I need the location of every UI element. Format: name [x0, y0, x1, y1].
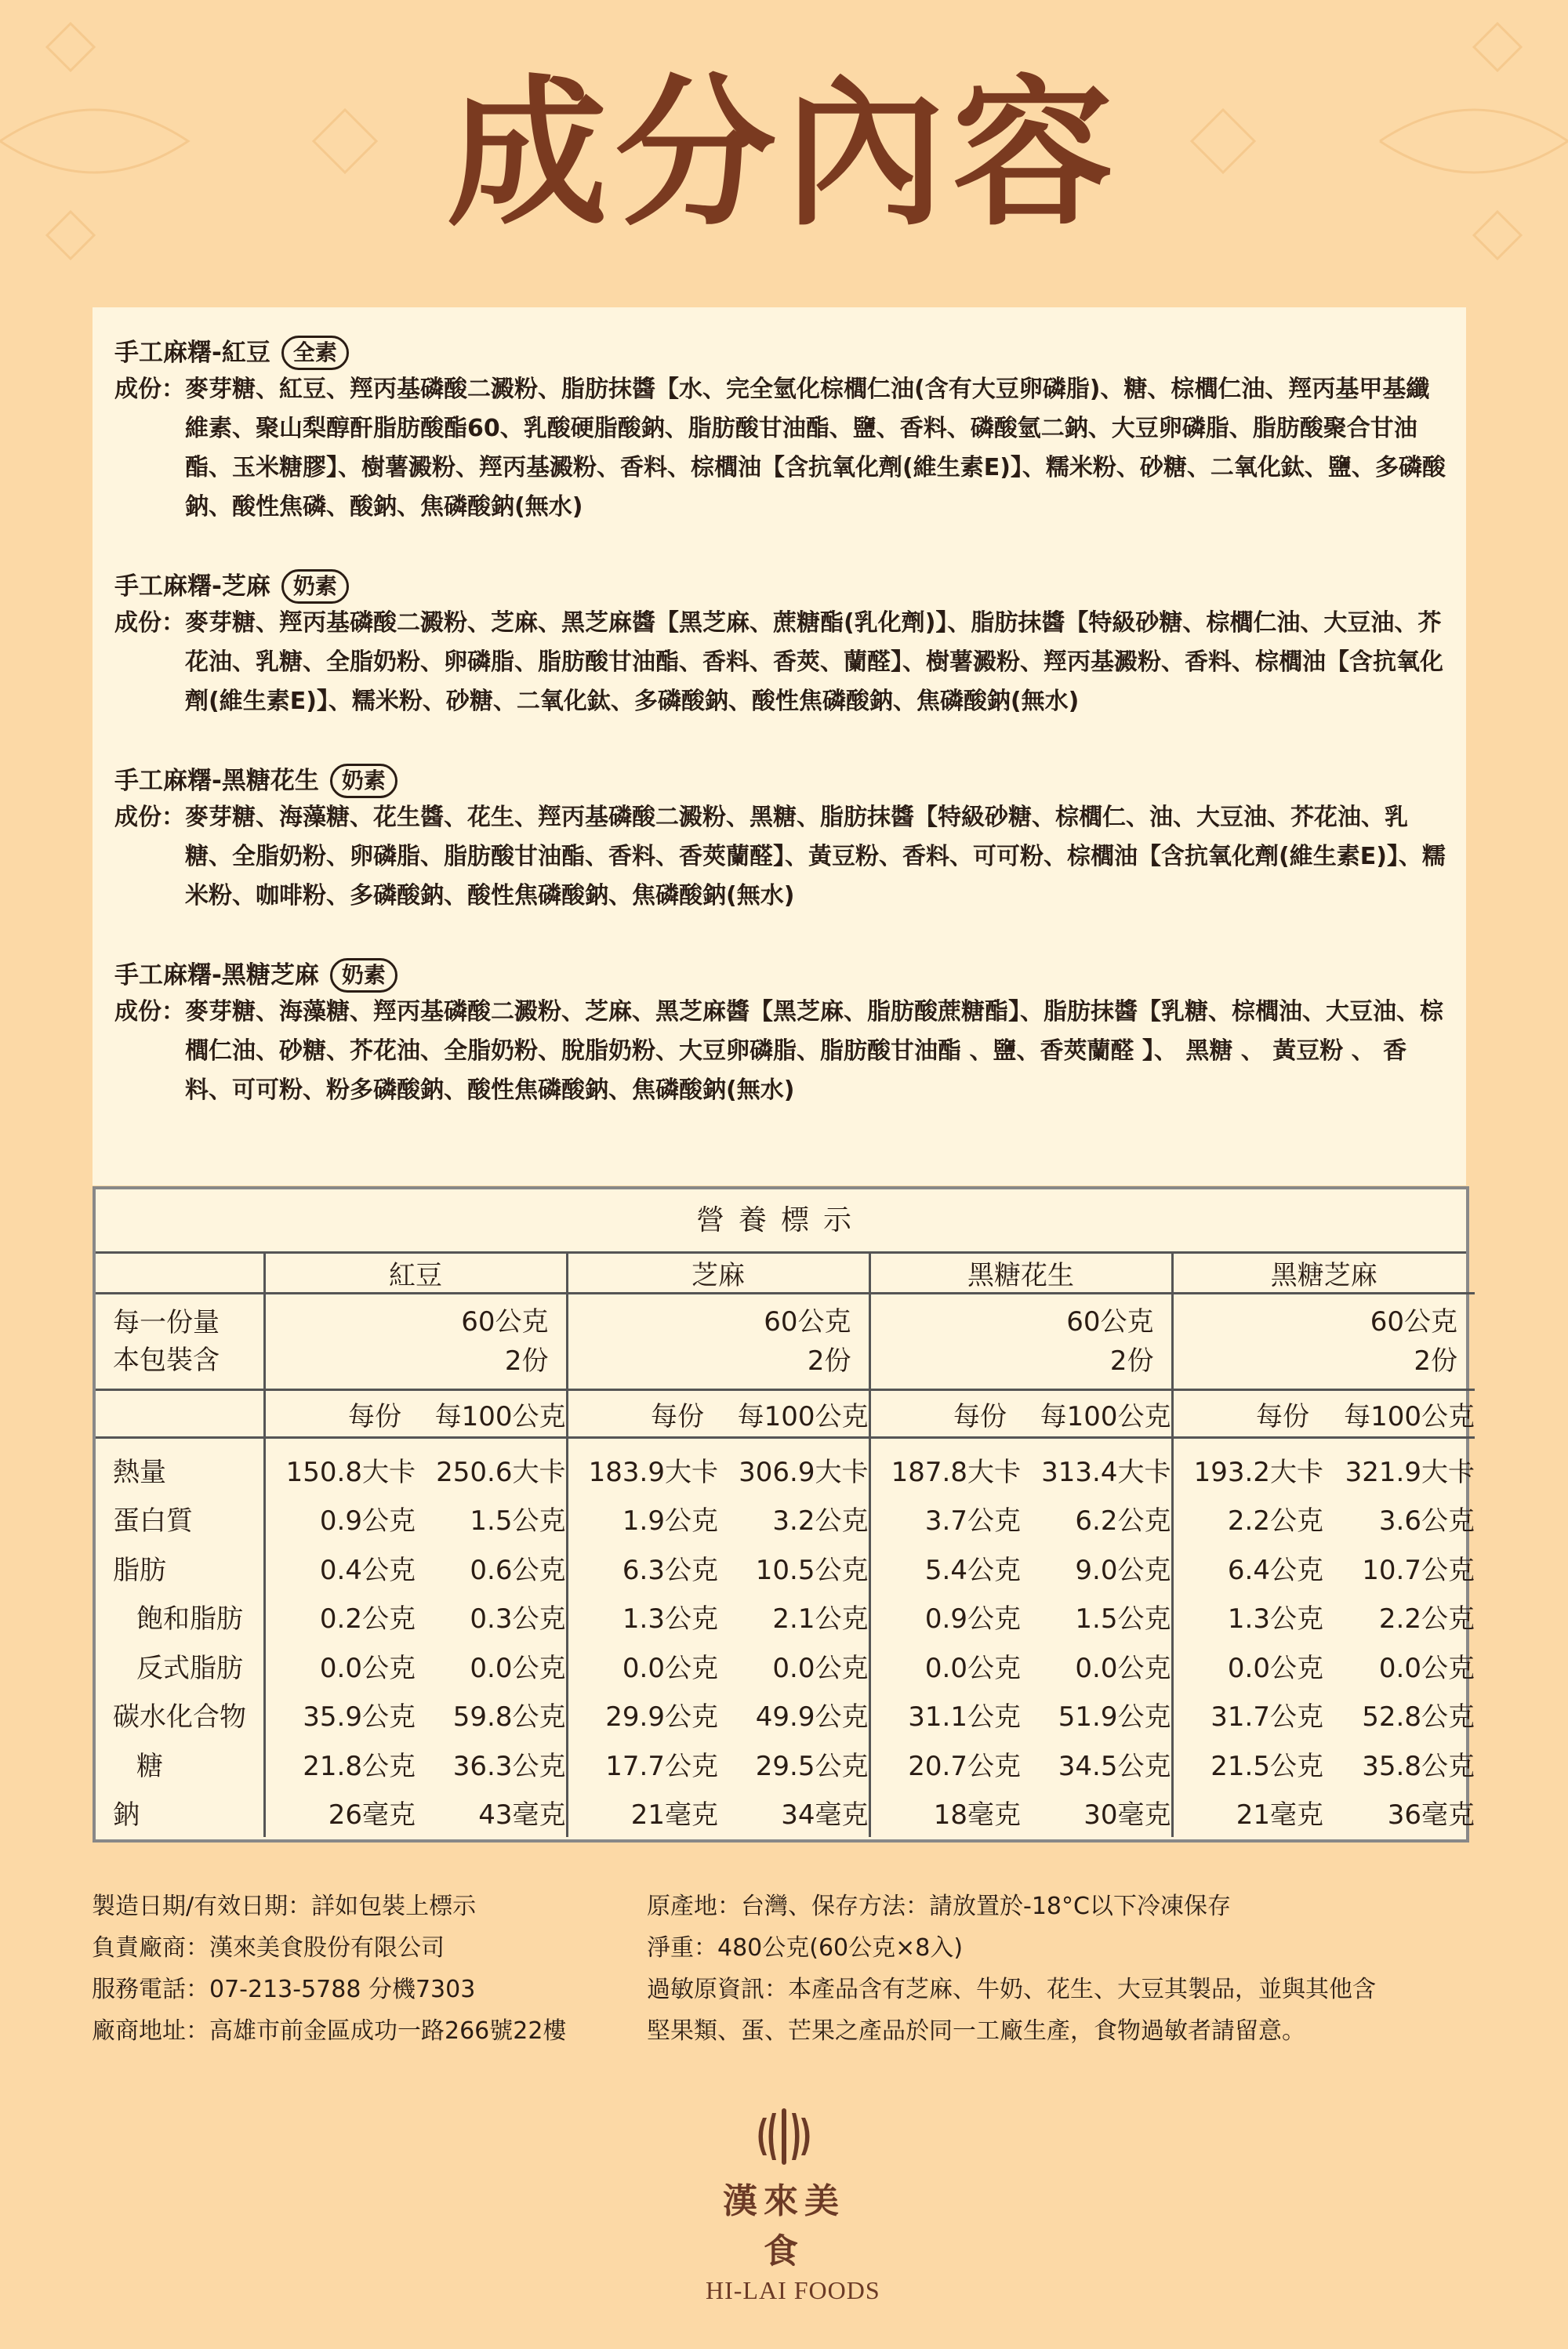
footer-line: 原產地：台灣、保存方法：請放置於-18°C以下冷凍保存	[647, 1893, 1231, 1920]
nutrient-value: 0.9公克	[869, 1592, 1021, 1642]
ingredients-text: 麥芽糖、羥丙基磷酸二澱粉、芝麻、黑芝麻醬【黑芝麻、蔗糖酯(乳化劑)】、脂肪抹醬【特級砂糖、棕櫚仁油、大豆油、芥花油、乳糖、全脂奶粉、卵磷脂、脂肪酸甘油酯、香料、香莢、蘭醛】、樹薯澱粉、羥丙基澱粉、香料、棕櫚油【含抗氧化劑(維生素E)】、糯米粉、砂糖、二氧化鈦、多磷酸鈉、酸性焦磷酸鈉、焦磷酸鈉(無水)	[185, 609, 1443, 715]
nutrient-value: 35.9公克	[264, 1690, 416, 1740]
footer-line: 負責廠商：漢來美食股份有限公司	[92, 1934, 445, 1962]
nutrient-value: 29.9公克	[567, 1690, 718, 1740]
product-red-bean	[114, 336, 1446, 527]
nutrient-value: 1.5公克	[470, 1505, 566, 1538]
table-row	[96, 1592, 1475, 1642]
nutrient-name: 熱量	[113, 1456, 166, 1488]
nutrient-value: 3.6公克	[1378, 1505, 1475, 1538]
nutrient-value: 36毫克	[1387, 1799, 1475, 1832]
ingredients-label: 成份：	[114, 609, 185, 637]
brand-logo	[706, 2105, 880, 2305]
nutrient-name: 碳水化合物	[113, 1701, 246, 1734]
nutrient-value: 0.0公克	[1378, 1652, 1475, 1684]
product-brown-sugar-sesame	[114, 958, 1446, 1110]
ingredients-label: 成份：	[114, 998, 185, 1026]
diet-badge: 奶素	[330, 958, 397, 993]
nutrient-name: 反式脂肪	[136, 1652, 243, 1684]
servings: 2份	[807, 1345, 851, 1377]
nutrient-value: 21毫克	[567, 1788, 718, 1838]
nutrient-value: 3.7公克	[869, 1494, 1021, 1544]
ingredients-panel	[93, 307, 1466, 1185]
ingredients-text: 麥芽糖、紅豆、羥丙基磷酸二澱粉、脂肪抹醬【水、完全氫化棕櫚仁油(含有大豆卵磷脂)、糖、棕櫚仁油、羥丙基甲基纖維素、聚山梨醇酐脂肪酸酯60、乳酸硬脂酸鈉、脂肪酸甘油酯、鹽、香料、磷酸氫二鈉、大豆卵磷脂、脂肪酸聚合甘油酯、玉米糖膠】、樹薯澱粉、羥丙基澱粉、香料、棕櫚油【含抗氧化劑(維生素E)】、糯米粉、砂糖、二氧化鈦、鹽、多磷酸鈉、酸性焦磷、酸鈉、焦磷酸鈉(無水)	[185, 376, 1446, 521]
nutrient-value: 2.2公克	[1172, 1494, 1323, 1544]
nutrient-value: 49.9公克	[755, 1701, 869, 1734]
ingredients-text: 麥芽糖、海藻糖、花生醬、花生、羥丙基磷酸二澱粉、黑糖、脂肪抹醬【特級砂糖、棕櫚仁、油、大豆油、芥花油、乳糖、全脂奶粉、卵磷脂、脂肪酸甘油酯、香料、香莢蘭醛】、黃豆粉、香料、可可粉、棕櫚油【含抗氧化劑(維生素E)】、糯米粉、咖啡粉、多磷酸鈉、酸性焦磷酸鈉、焦磷酸鈉(無水)	[185, 804, 1446, 909]
product-name: 手工麻糬-紅豆	[114, 339, 270, 367]
nutrient-value: 31.1公克	[869, 1690, 1021, 1740]
brand-name-en: HI-LAI FOODS	[706, 2276, 880, 2304]
nutrient-value: 0.0公克	[567, 1641, 718, 1690]
nutrient-value: 29.5公克	[755, 1750, 869, 1782]
per-100g-header: 每100公克	[1323, 1390, 1475, 1438]
nutrient-value: 51.9公克	[1058, 1701, 1171, 1734]
nutrient-value: 30毫克	[1083, 1799, 1171, 1832]
per-100g-header: 每100公克	[718, 1390, 869, 1438]
nutrient-value: 34.5公克	[1058, 1750, 1171, 1782]
nutrient-value: 0.0公克	[470, 1652, 566, 1684]
nutrition-title: 營養標示	[96, 1189, 1466, 1254]
footer-left	[92, 1886, 641, 2052]
nutrient-name: 蛋白質	[113, 1505, 193, 1538]
nutrient-value: 6.3公克	[567, 1543, 718, 1592]
nutrient-value: 306.9大卡	[739, 1456, 869, 1488]
servings: 2份	[1414, 1345, 1457, 1377]
column-header: 黑糖花生	[869, 1254, 1172, 1294]
product-brown-sugar-peanut	[114, 764, 1446, 916]
nutrient-value: 150.8大卡	[264, 1438, 416, 1494]
nutrient-value: 26毫克	[264, 1788, 416, 1838]
ingredients-label: 成份：	[114, 804, 185, 831]
serving-size: 60公克	[1066, 1306, 1154, 1338]
nutrient-value: 21毫克	[1172, 1788, 1323, 1838]
nutrient-value: 321.9大卡	[1345, 1456, 1475, 1488]
nutrient-value: 183.9大卡	[567, 1438, 718, 1494]
nutrient-value: 5.4公克	[869, 1543, 1021, 1592]
nutrient-value: 31.7公克	[1172, 1690, 1323, 1740]
ingredients-text: 麥芽糖、海藻糖、羥丙基磷酸二澱粉、芝麻、黑芝麻醬【黑芝麻、脂肪酸蔗糖酯】、脂肪抹醬【乳糖、棕櫚油、大豆油、棕櫚仁油、砂糖、芥花油、全脂奶粉、脫脂奶粉、大豆卵磷脂、脂肪酸甘油酯 、鹽、香莢蘭醛 】、 黑糖 、 黃豆粉 、 香 料、可可粉、粉多磷酸鈉、酸性焦磷酸鈉、焦磷酸鈉(無水)	[185, 998, 1443, 1104]
nutrient-value: 3.2公克	[772, 1505, 869, 1538]
product-name: 手工麻糬-黑糖芝麻	[114, 961, 319, 989]
diet-badge: 奶素	[330, 764, 397, 798]
hi-lai-logo-icon	[753, 2105, 815, 2168]
nutrient-name: 飽和脂肪	[136, 1603, 243, 1636]
nutrient-value: 9.0公克	[1075, 1554, 1171, 1586]
nutrient-value: 10.5公克	[755, 1554, 869, 1586]
table-row	[96, 1788, 1475, 1838]
nutrient-value: 193.2大卡	[1172, 1438, 1323, 1494]
footer-line: 過敏原資訊：本產品含有芝麻、牛奶、花生、大豆其製品，並與其他含	[647, 1976, 1376, 2003]
nutrient-value: 0.9公克	[264, 1494, 416, 1544]
package-count-label: 本包裝含	[113, 1345, 220, 1376]
nutrient-value: 34毫克	[781, 1799, 869, 1832]
per-serving-header: 每份	[264, 1390, 416, 1438]
column-header: 黑糖芝麻	[1172, 1254, 1475, 1294]
diet-badge: 全素	[281, 336, 349, 370]
diet-badge: 奶素	[281, 569, 349, 604]
nutrient-value: 1.3公克	[567, 1592, 718, 1642]
nutrient-name: 脂肪	[113, 1554, 166, 1586]
nutrient-value: 20.7公克	[869, 1739, 1021, 1788]
nutrient-value: 21.8公克	[264, 1739, 416, 1788]
nutrient-value: 0.0公克	[869, 1641, 1021, 1690]
serving-size: 60公克	[461, 1306, 549, 1338]
per-serving-header: 每份	[1172, 1390, 1323, 1438]
nutrient-name: 鈉	[113, 1799, 140, 1832]
table-row	[96, 1543, 1475, 1592]
nutrient-value: 0.0公克	[264, 1641, 416, 1690]
per-100g-header: 每100公克	[1021, 1390, 1172, 1438]
nutrient-value: 0.2公克	[264, 1592, 416, 1642]
per-serving-header: 每份	[869, 1390, 1021, 1438]
page-title: 成分內容	[447, 61, 1121, 248]
serving-size-label: 每一份量	[113, 1307, 220, 1338]
nutrient-value: 0.0公克	[1172, 1641, 1323, 1690]
footer-line: 服務電話：07-213-5788 分機7303	[92, 1976, 476, 2003]
footer-right	[647, 1886, 1494, 2052]
product-sesame	[114, 569, 1446, 721]
table-row	[96, 1494, 1475, 1544]
nutrient-value: 0.4公克	[264, 1543, 416, 1592]
nutrient-value: 17.7公克	[567, 1739, 718, 1788]
nutrient-value: 187.8大卡	[869, 1438, 1021, 1494]
table-row	[96, 1690, 1475, 1740]
serving-size: 60公克	[764, 1306, 851, 1338]
nutrient-value: 59.8公克	[452, 1701, 566, 1734]
footer-line: 堅果類、蛋、芒果之產品於同一工廠生產，食物過敏者請留意。	[647, 2017, 1305, 2045]
nutrient-value: 0.0公克	[1075, 1652, 1171, 1684]
nutrient-value: 0.6公克	[470, 1554, 566, 1586]
column-header: 紅豆	[264, 1254, 567, 1294]
nutrient-value: 2.2公克	[1378, 1603, 1475, 1636]
nutrient-value: 1.5公克	[1075, 1603, 1171, 1636]
table-row	[96, 1641, 1475, 1690]
nutrient-value: 0.0公克	[772, 1652, 869, 1684]
footer-line: 廠商地址：高雄市前金區成功一路266號22樓	[92, 2017, 567, 2045]
nutrient-value: 2.1公克	[772, 1603, 869, 1636]
brand-name-cn: 漢來美食	[723, 2181, 845, 2271]
nutrient-value: 52.8公克	[1362, 1701, 1475, 1734]
servings: 2份	[504, 1345, 549, 1377]
per-serving-header: 每份	[567, 1390, 718, 1438]
nutrient-value: 6.2公克	[1075, 1505, 1171, 1538]
nutrient-name: 糖	[136, 1750, 163, 1782]
nutrient-value: 18毫克	[869, 1788, 1021, 1838]
servings: 2份	[1109, 1345, 1154, 1377]
ingredients-label: 成份：	[114, 376, 185, 403]
nutrient-value: 250.6大卡	[436, 1456, 566, 1488]
table-row	[96, 1438, 1475, 1494]
nutrient-value: 10.7公克	[1362, 1554, 1475, 1586]
nutrient-value: 21.5公克	[1172, 1739, 1323, 1788]
per-100g-header: 每100公克	[416, 1390, 567, 1438]
nutrient-value: 43毫克	[478, 1799, 566, 1832]
footer-line: 製造日期/有效日期：詳如包裝上標示	[92, 1893, 477, 1920]
product-name: 手工麻糬-黑糖花生	[114, 767, 319, 795]
nutrient-value: 0.3公克	[470, 1603, 566, 1636]
footer-line: 淨重：480公克(60公克×8入)	[647, 1934, 964, 1962]
product-name: 手工麻糬-芝麻	[114, 572, 270, 601]
table-row	[96, 1739, 1475, 1788]
nutrient-value: 6.4公克	[1172, 1543, 1323, 1592]
column-header: 芝麻	[567, 1254, 869, 1294]
nutrient-value: 1.9公克	[567, 1494, 718, 1544]
serving-size: 60公克	[1370, 1306, 1457, 1338]
nutrient-value: 35.8公克	[1362, 1750, 1475, 1782]
nutrient-value: 1.3公克	[1172, 1592, 1323, 1642]
nutrient-value: 313.4大卡	[1041, 1456, 1171, 1488]
nutrient-value: 36.3公克	[452, 1750, 566, 1782]
nutrition-table	[93, 1186, 1475, 1843]
